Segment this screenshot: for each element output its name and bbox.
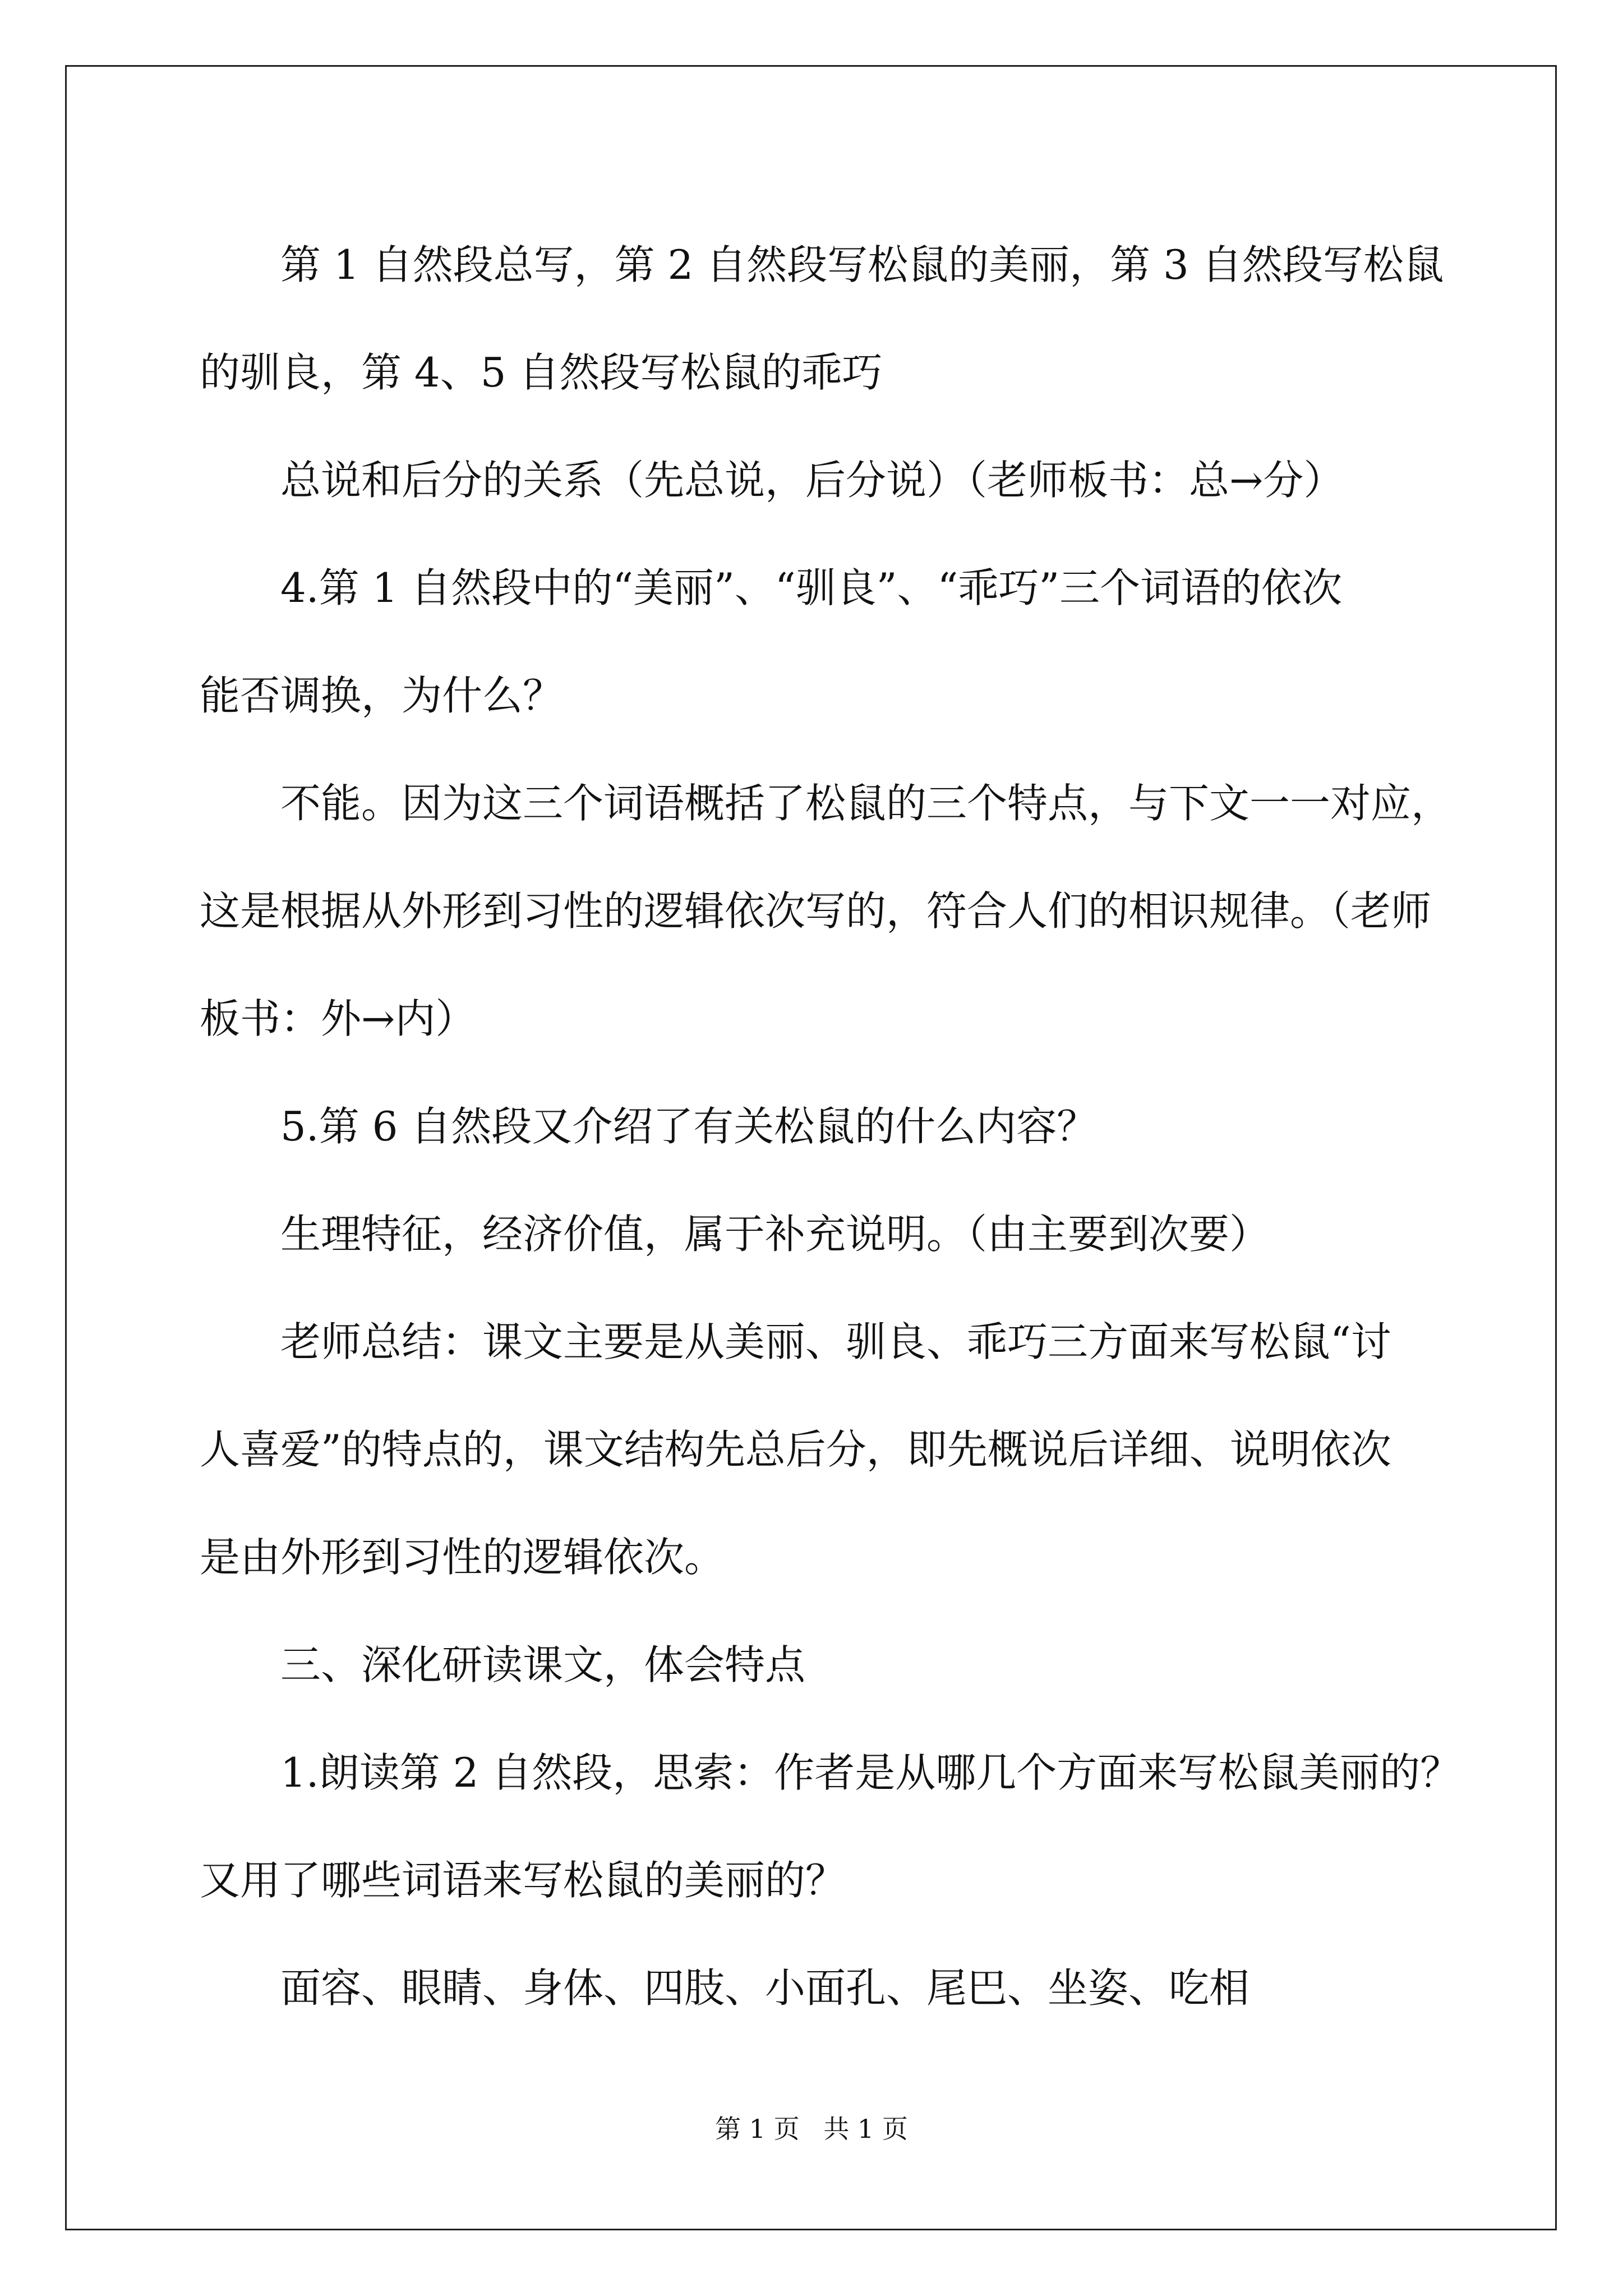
- page-footer: [0, 2112, 1623, 2146]
- text-line: 人喜爱”的特点的，课文结构先总后分，即先概说后详细、说明依次: [200, 1426, 1391, 1473]
- document-body: [200, 211, 1461, 2042]
- text-line: 的驯良，第 4、5 自然段写松鼠的乖巧: [200, 349, 883, 396]
- text-line: 能否调换，为什么？: [200, 672, 564, 719]
- page-number: 第 1 页: [715, 2114, 800, 2144]
- text-line: 板书：外→内）: [200, 995, 476, 1042]
- text-line: 不能。因为这三个词语概括了松鼠的三个特点，与下文一一对应，: [280, 780, 1452, 827]
- text-line: 总说和后分的关系（先总说，后分说）（老师板书：总→分）: [280, 457, 1344, 504]
- text-line: 第 1 自然段总写，第 2 自然段写松鼠的美丽，第 3 自然段写松鼠: [280, 241, 1444, 288]
- text-line: 5.第 6 自然段又介绍了有关松鼠的什么内容？: [280, 1103, 1098, 1150]
- text-line: 这是根据从外形到习性的逻辑依次写的，符合人们的相识规律。（老师: [200, 887, 1432, 935]
- text-line: 面容、眼睛、身体、四肢、小面孔、尾巴、坐姿、吃相: [280, 1964, 1250, 2012]
- text-line: 1.朗读第 2 自然段，思索：作者是从哪几个方面来写松鼠美丽的？: [280, 1749, 1461, 1796]
- text-line: 4.第 1 自然段中的“美丽”、“驯良”、“乖巧”三个词语的依次: [280, 564, 1343, 611]
- text-line: 生理特征，经济价值，属于补充说明。（由主要到次要）: [280, 1211, 1270, 1258]
- text-line: 又用了哪些词语来写松鼠的美丽的？: [200, 1857, 846, 1904]
- text-line: 是由外形到习性的逻辑依次。: [200, 1534, 725, 1581]
- section-heading: 三、深化研读课文，体会特点: [280, 1641, 806, 1688]
- page-total: 共 1 页: [823, 2114, 908, 2144]
- text-line: 老师总结：课文主要是从美丽、驯良、乖巧三方面来写松鼠“讨: [280, 1318, 1391, 1365]
